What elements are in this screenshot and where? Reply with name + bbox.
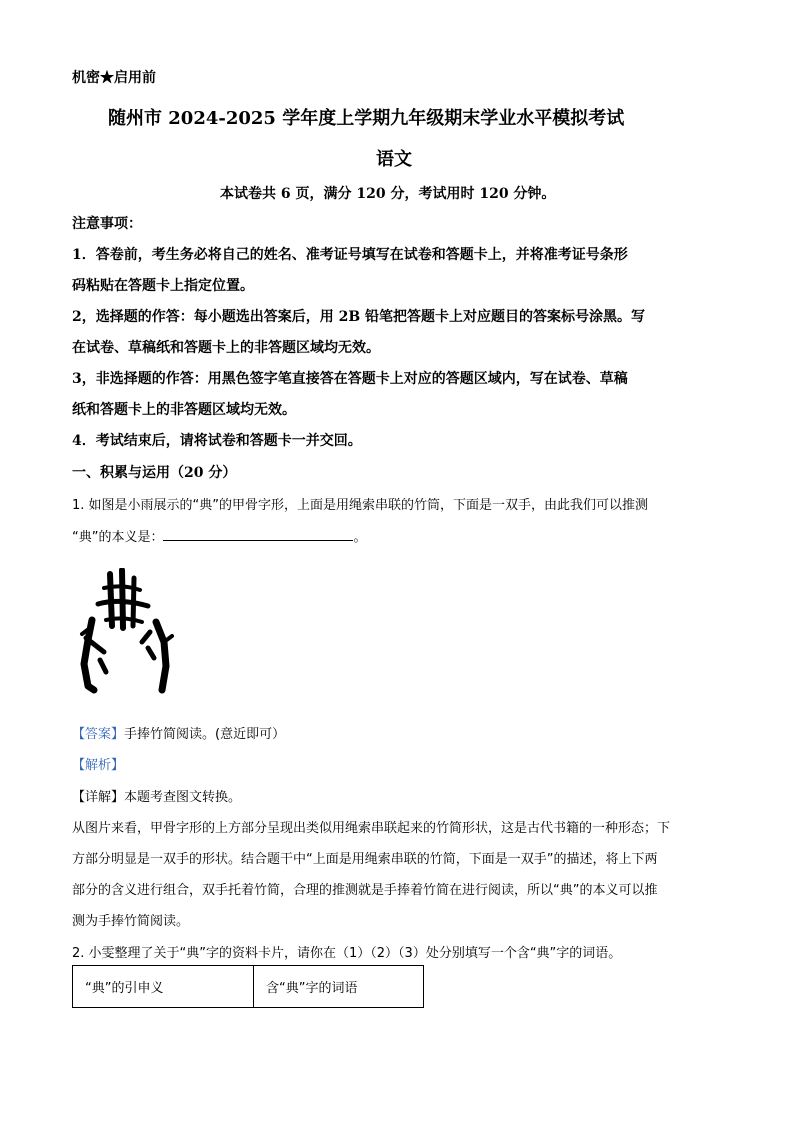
note-2-line-1: 2，选择题的作答：每小题选出答案后，用 2B 铅笔把答题卡上对应题目的答案标号涂黑。写 [72, 309, 646, 325]
confidential-label: 机密★启用前 [72, 70, 156, 86]
table-row [73, 966, 424, 1008]
table-header-extended-meaning: “典”的引申义 [73, 966, 254, 1008]
exam-title: 随州市 2024-2025 学年度上学期九年级期末学业水平模拟考试 [108, 108, 625, 129]
note-3-line-1: 3，非选择题的作答：用黑色签字笔直接答在答题卡上对应的答题区域内，写在试卷、草稿 [72, 371, 628, 387]
q1-explanation-line-1: 从图片来看，甲骨字形的上方部分呈现出类似用绳索串联起来的竹简形状，这是古代书籍的一种形态；下 [72, 821, 671, 836]
q1-explanation-line-2: 方部分明显是一双手的形状。结合题干中“上面是用绳索串联的竹简，下面是一双手”的描述，将上下两 [72, 852, 658, 867]
analysis-tag: 【解析】 [72, 758, 125, 773]
oracle-bone-dian-glyph-image [78, 568, 178, 698]
q1-answer-blank [163, 526, 353, 541]
q1-detail [72, 786, 241, 805]
note-1-line-1: 1．答卷前，考生务必将自己的姓名、准考证号填写在试卷和答题卡上，并将准考证号条形 [72, 247, 628, 263]
subject-title: 语文 [376, 149, 412, 170]
note-4: 4．考试结束后，请将试卷和答题卡一并交回。 [72, 433, 362, 449]
q1-stem-line-2 [72, 526, 367, 545]
section-1-heading: 一、积累与运用（20 分） [72, 465, 237, 481]
note-3-line-2: 纸和答题卡上的非答题区域均无效。 [72, 402, 296, 418]
detail-text: 本题考查图文转换。 [124, 790, 242, 805]
notes-heading: 注意事项： [72, 216, 142, 232]
answer-tag: 【答案】 [72, 727, 125, 742]
exam-info: 本试卷共 6 页，满分 120 分，考试用时 120 分钟。 [220, 186, 556, 202]
note-2-line-2: 在试卷、草稿纸和答题卡上的非答题区域均无效。 [72, 340, 380, 356]
q1-stem-prefix: “典”的本义是： [72, 530, 164, 545]
q1-explanation-line-4: 测为手捧竹简阅读。 [72, 914, 190, 929]
q2-stem: 2. 小雯整理了关于“典”字的资料卡片，请你在（1）（2）（3）处分别填写一个含“典”字的词语。 [72, 946, 622, 961]
q1-answer [72, 723, 285, 742]
note-1-line-2: 码粘贴在答题卡上指定位置。 [72, 278, 254, 294]
table-header-words-with-dian: 含“典”字的词语 [254, 966, 424, 1008]
answer-text: 手捧竹简阅读。(意近即可） [124, 727, 286, 742]
q1-stem-suffix: 。 [353, 530, 367, 545]
q2-info-card-table [72, 965, 424, 1008]
q1-stem-line-1: 1. 如图是小雨展示的“典”的甲骨字形，上面是用绳索串联的竹筒，下面是一双手，由此我们可以推测 [72, 498, 649, 513]
q1-explanation-line-3: 部分的含义进行组合，双手托着竹简，合理的推测就是手捧着竹简在进行阅读，所以“典”的本义可以推 [72, 883, 658, 898]
detail-tag: 【详解】 [72, 790, 125, 805]
